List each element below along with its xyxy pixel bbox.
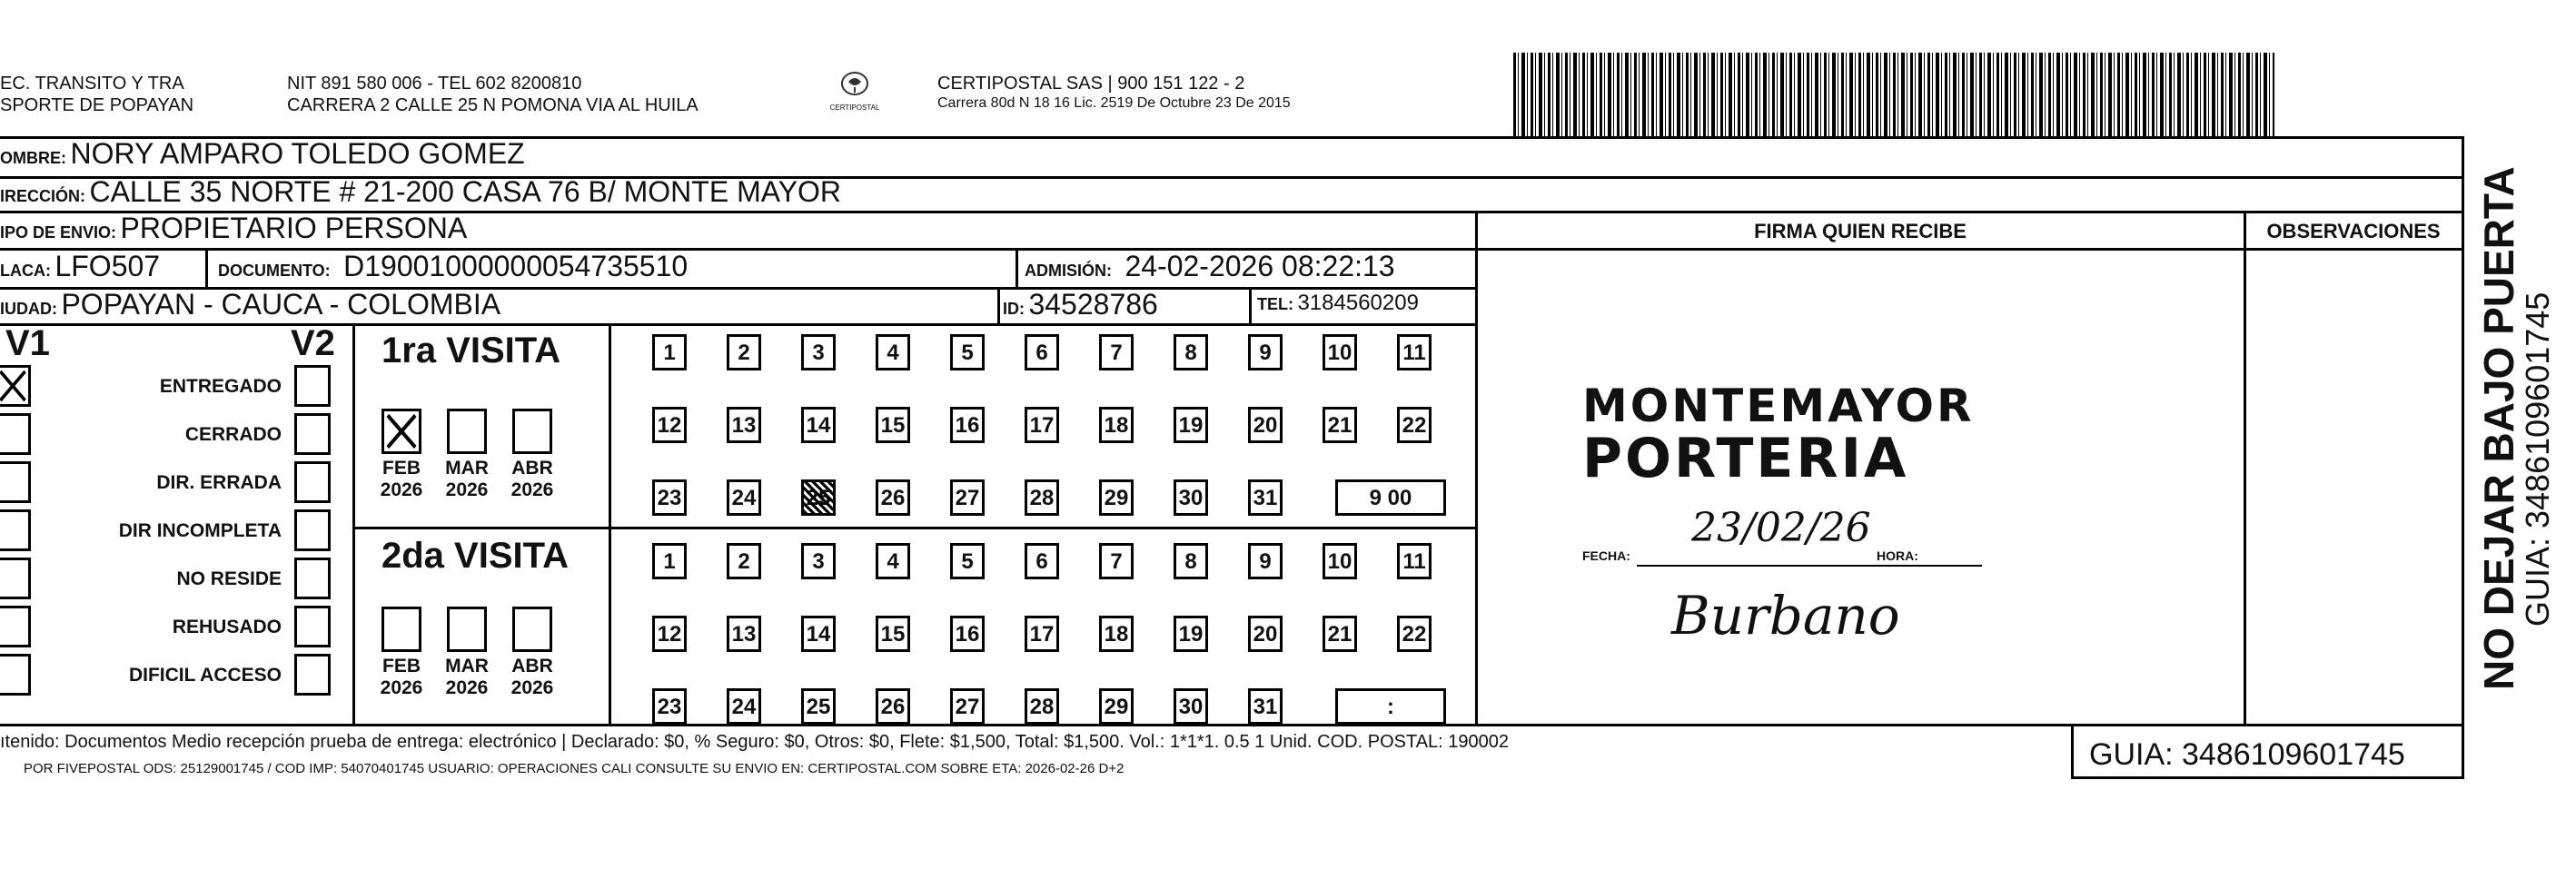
- status-v2-checkbox[interactable]: [294, 413, 331, 455]
- day-box[interactable]: 8: [1174, 543, 1208, 579]
- status-label: ENTREGADO: [159, 376, 282, 397]
- status-v1-checkbox[interactable]: [0, 509, 31, 551]
- status-v1-checkbox[interactable]: [0, 654, 31, 696]
- day-box[interactable]: 7: [1099, 543, 1134, 579]
- status-v1-checkbox[interactable]: [0, 413, 31, 455]
- courier-license: Carrera 80d N 18 16 Lic. 2519 De Octubre 23 De 2015: [937, 95, 1291, 111]
- direccion-value: CALLE 35 NORTE # 21-200 CASA 76 B/ MONTE MAYOR: [89, 175, 842, 208]
- documento-value: D19001000000054735510: [343, 250, 689, 282]
- fecha-line: [1637, 565, 1982, 567]
- month-label: [374, 458, 429, 501]
- sender-address: CARRERA 2 CALLE 25 N POMONA VIA AL HUILA: [287, 95, 698, 115]
- firma-header: FIRMA QUIEN RECIBE: [1754, 220, 1967, 242]
- admision-cell: [1025, 250, 1395, 283]
- day-box[interactable]: 16: [950, 407, 985, 443]
- direccion-label: IRECCIÓN:: [0, 187, 85, 205]
- day-box[interactable]: 7: [1099, 334, 1134, 370]
- day-box[interactable]: 9: [1248, 543, 1283, 579]
- status-label: DIFICIL ACCESO: [128, 665, 282, 686]
- ciudad-value: POPAYAN - CAUCA - COLOMBIA: [61, 288, 501, 321]
- day-box[interactable]: 3: [801, 334, 836, 370]
- month-checkbox[interactable]: [447, 409, 487, 454]
- month-name: MAR: [445, 656, 489, 676]
- month-year: 2026: [380, 677, 423, 698]
- month-name: MAR: [445, 458, 489, 479]
- status-v1-checkbox[interactable]: [0, 606, 31, 647]
- month-name: FEB: [382, 656, 421, 676]
- day-box[interactable]: 23: [652, 688, 687, 725]
- month-name: FEB: [382, 458, 421, 479]
- day-box[interactable]: 11: [1397, 334, 1432, 370]
- time-box[interactable]: 9 00: [1335, 479, 1446, 516]
- month-name: ABR: [511, 458, 553, 479]
- day-box[interactable]: 22: [1397, 407, 1432, 443]
- day-box[interactable]: 11: [1397, 543, 1432, 579]
- status-label: DIR INCOMPLETA: [118, 520, 282, 541]
- status-label: REHUSADO: [172, 617, 282, 637]
- time-box[interactable]: :: [1335, 688, 1446, 725]
- day-box[interactable]: 21: [1323, 616, 1357, 652]
- status-v2-checkbox[interactable]: [294, 558, 331, 599]
- day-box[interactable]: 17: [1025, 407, 1059, 443]
- day-box[interactable]: 27: [950, 688, 985, 725]
- ciudad-row: [0, 288, 500, 321]
- month-label: [374, 656, 429, 699]
- day-box[interactable]: 14: [801, 407, 836, 443]
- signature: Burbano: [1671, 585, 1900, 647]
- day-box[interactable]: 18: [1099, 407, 1134, 443]
- hora-label: HORA:: [1877, 548, 1918, 563]
- courier-logo-text: CERTIPOSTAL: [829, 104, 880, 112]
- footer-contents: ıtenido: Documentos Medio recepción prueba de entrega: electrónico | Declarado: $0, % Seguro: $0, Otros: $0, Flete: $1,500, Total: $1,500. Vol.: 1*1*1. 0.5 1 Unid. COD. POSTAL: 190002: [0, 732, 1510, 752]
- grid-line: [609, 323, 611, 726]
- day-box[interactable]: 12: [652, 407, 687, 443]
- placa-label: LACA:: [0, 262, 51, 280]
- stamp-line1: MONTEMAYOR: [1582, 380, 1975, 432]
- day-box[interactable]: 2: [727, 543, 761, 579]
- grid-line: [2071, 724, 2074, 778]
- fecha-label: FECHA:: [1582, 548, 1630, 563]
- month-checkbox[interactable]: [447, 607, 487, 652]
- ciudad-label: IUDAD:: [0, 300, 57, 318]
- day-box[interactable]: 27: [950, 479, 985, 516]
- grid-line: [2071, 776, 2462, 779]
- day-box[interactable]: 31: [1248, 688, 1283, 725]
- v2-label: V2: [291, 323, 335, 363]
- tipo-value: PROPIETARIO PERSONA: [120, 212, 468, 244]
- sender-name-line2: SPORTE DE POPAYAN: [0, 95, 194, 115]
- sender-name-line1: EC. TRANSITO Y TRA: [0, 74, 184, 94]
- visit2-title: 2da VISITA: [381, 536, 569, 576]
- direccion-row: [0, 175, 841, 209]
- sender-contact: [287, 73, 698, 116]
- sender-nit: NIT 891 580 006 - TEL 602 8200810: [287, 74, 582, 94]
- day-box[interactable]: 22: [1397, 616, 1432, 652]
- month-label: [505, 656, 560, 699]
- footer-info: POR FIVEPOSTAL ODS: 25129001745 / COD IMP: 54070401745 USUARIO: OPERACIONES CALI CONSULTE SU ENVIO EN: CERTIPOSTAL.COM SOBRE ETA: 2026-02-26 D+2: [24, 761, 1125, 776]
- id-value: 34528786: [1028, 288, 1158, 321]
- status-v2-checkbox[interactable]: [294, 509, 331, 551]
- day-box[interactable]: 26: [876, 479, 910, 516]
- nombre-value: NORY AMPARO TOLEDO GOMEZ: [70, 137, 525, 170]
- barcode: [1513, 53, 2274, 136]
- day-box[interactable]: 24: [727, 688, 761, 725]
- day-box[interactable]: 13: [727, 407, 761, 443]
- day-box[interactable]: 19: [1174, 616, 1208, 652]
- admision-value: 24-02-2026 08:22:13: [1125, 250, 1395, 282]
- grid-line: [2462, 136, 2464, 779]
- courier-logo: [822, 69, 887, 116]
- day-box[interactable]: 12: [652, 616, 687, 652]
- day-box[interactable]: 1: [652, 334, 687, 370]
- stamp-line2: PORTERIA: [1582, 427, 1909, 490]
- month-checkbox[interactable]: [512, 607, 552, 652]
- month-year: 2026: [445, 677, 489, 698]
- month-year: 2026: [380, 479, 423, 500]
- day-box[interactable]: 10: [1323, 543, 1357, 579]
- day-box[interactable]: 25: [801, 688, 836, 725]
- tel-value: 3184560209: [1297, 291, 1419, 315]
- day-box[interactable]: 20: [1248, 616, 1283, 652]
- day-box[interactable]: 13: [727, 616, 761, 652]
- day-box[interactable]: 4: [876, 334, 910, 370]
- v1-label: V1: [5, 323, 50, 363]
- grid-line: [1016, 248, 1018, 287]
- grid-line: [0, 724, 2463, 726]
- status-v1-checkbox[interactable]: [0, 558, 31, 599]
- grid-line: [352, 323, 355, 726]
- status-v2-checkbox[interactable]: [294, 365, 331, 407]
- id-label: ID:: [1003, 300, 1025, 318]
- month-checkbox[interactable]: [381, 607, 421, 652]
- day-box[interactable]: 1: [652, 543, 687, 579]
- observaciones-header: OBSERVACIONES: [2266, 220, 2441, 242]
- tipo-label: IPO DE ENVIO:: [0, 223, 117, 242]
- day-box[interactable]: 20: [1248, 407, 1283, 443]
- grid-line: [997, 287, 1000, 323]
- day-box[interactable]: 6: [1025, 334, 1059, 370]
- day-box[interactable]: 29: [1099, 479, 1134, 516]
- status-v1-checkbox[interactable]: [0, 365, 31, 407]
- visit1-title: 1ra VISITA: [381, 331, 561, 370]
- month-label: [505, 458, 560, 501]
- grid-line: [1475, 211, 1478, 726]
- day-box[interactable]: 17: [1025, 616, 1059, 652]
- footer-guia: GUIA: 3486109601745: [2089, 737, 2405, 772]
- placa-value: LFO507: [54, 250, 161, 282]
- grid-line: [1249, 287, 1252, 323]
- day-box[interactable]: 4: [876, 543, 910, 579]
- tel-cell: [1257, 291, 1419, 316]
- day-box[interactable]: 23: [652, 479, 687, 516]
- placa-row: [0, 250, 160, 283]
- day-box[interactable]: 26: [876, 688, 910, 725]
- day-box[interactable]: 28: [1025, 688, 1059, 725]
- day-box[interactable]: 19: [1174, 407, 1208, 443]
- month-year: 2026: [510, 479, 554, 500]
- documento-cell: [218, 250, 688, 283]
- day-box[interactable]: 29: [1099, 688, 1134, 725]
- day-box[interactable]: 21: [1323, 407, 1357, 443]
- day-box[interactable]: 31: [1248, 479, 1283, 516]
- sender-name: [0, 73, 193, 116]
- month-checkbox[interactable]: [381, 409, 421, 454]
- day-box[interactable]: 16: [950, 616, 985, 652]
- day-box[interactable]: 3: [801, 543, 836, 579]
- month-label: [440, 656, 494, 699]
- day-box[interactable]: 30: [1174, 479, 1208, 516]
- day-box[interactable]: 25: [801, 479, 836, 516]
- day-box[interactable]: 10: [1323, 334, 1357, 370]
- side-guia: GUIA: 3486109601745: [2519, 291, 2556, 627]
- fecha-value: 23/02/26: [1691, 505, 1871, 551]
- day-box[interactable]: 24: [727, 479, 761, 516]
- nombre-row: [0, 137, 525, 171]
- courier-info: [937, 73, 1291, 113]
- month-year: 2026: [445, 479, 489, 500]
- status-label: CERRADO: [184, 424, 282, 445]
- tel-label: TEL:: [1257, 295, 1293, 313]
- admision-label: ADMISIÓN:: [1025, 262, 1112, 280]
- day-box[interactable]: 18: [1099, 616, 1134, 652]
- courier-name: CERTIPOSTAL SAS | 900 151 122 - 2: [937, 74, 1245, 94]
- day-box[interactable]: 15: [876, 616, 910, 652]
- day-box[interactable]: 15: [876, 407, 910, 443]
- status-v2-checkbox[interactable]: [294, 654, 331, 696]
- status-label: NO RESIDE: [176, 568, 282, 589]
- day-box[interactable]: 6: [1025, 543, 1059, 579]
- month-year: 2026: [510, 677, 554, 698]
- grid-line: [0, 323, 1477, 326]
- month-label: [440, 458, 494, 501]
- day-box[interactable]: 14: [801, 616, 836, 652]
- status-v2-checkbox[interactable]: [294, 461, 331, 503]
- status-v2-checkbox[interactable]: [294, 606, 331, 647]
- day-box[interactable]: 5: [950, 334, 985, 370]
- side-warning: NO DEJAR BAJO PUERTA: [2475, 166, 2522, 690]
- grid-line: [205, 248, 208, 287]
- id-cell: [1003, 288, 1158, 321]
- tipo-row: [0, 212, 467, 245]
- grid-line: [352, 527, 1477, 529]
- grid-line: [2244, 211, 2246, 726]
- month-name: ABR: [511, 656, 553, 676]
- documento-label: DOCUMENTO:: [218, 262, 331, 280]
- day-box[interactable]: 9: [1248, 334, 1283, 370]
- day-box[interactable]: 30: [1174, 688, 1208, 725]
- day-box[interactable]: 8: [1174, 334, 1208, 370]
- nombre-label: OMBRE:: [0, 149, 66, 167]
- month-checkbox[interactable]: [512, 409, 552, 454]
- status-v1-checkbox[interactable]: [0, 461, 31, 503]
- day-box[interactable]: 2: [727, 334, 761, 370]
- status-label: DIR. ERRADA: [156, 472, 282, 493]
- day-box[interactable]: 5: [950, 543, 985, 579]
- day-box[interactable]: 28: [1025, 479, 1059, 516]
